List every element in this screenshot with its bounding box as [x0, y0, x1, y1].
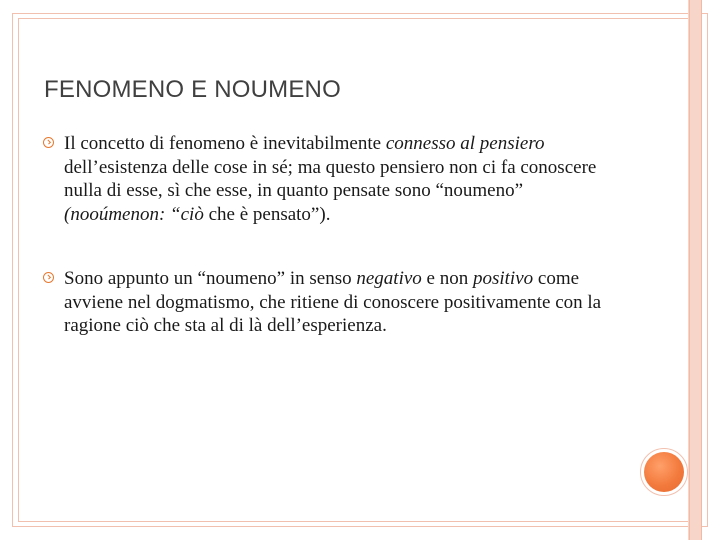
bullet-text: [64, 132, 624, 226]
decorative-orb: [644, 452, 684, 492]
slide-title: FENOMENO E NOUMENO: [44, 76, 341, 103]
bullet-list: [44, 132, 624, 338]
bullet-segment: come avviene nel dogmatismo, che ritiene di conoscere positivamente con la ragione ciò che sta al di là dell’esperienza.: [64, 268, 602, 336]
bullet-item: [44, 132, 624, 226]
bullet-item: [44, 267, 624, 338]
bullet-segment: Il concetto di fenomeno è inevitabilmente: [64, 133, 386, 154]
decorative-side-band: [688, 0, 702, 540]
bullet-segment: che è pensato”).: [203, 203, 331, 225]
check-circle-bullet-icon: [43, 137, 54, 148]
bullet-segment-italic: positivo: [472, 268, 534, 289]
side-band-line: [689, 0, 690, 540]
bullet-text: [64, 267, 624, 338]
bullet-segment: e non: [421, 268, 473, 289]
bullet-segment: Sono appunto un “noumeno” in senso: [64, 268, 357, 289]
side-band-line: [701, 0, 702, 540]
bullet-segment-italic: negativo: [356, 268, 422, 289]
check-circle-bullet-icon: [43, 272, 54, 283]
bullet-segment-italic: (nooúmenon: “ciò: [64, 203, 204, 225]
bullet-segment: dell’esistenza delle cose in sé; ma questo pensiero non ci fa conoscere nulla di esse, sì che esse, in quanto pensate sono “noumeno”: [64, 156, 597, 201]
bullet-segment-italic: connesso al pensiero: [385, 133, 545, 154]
